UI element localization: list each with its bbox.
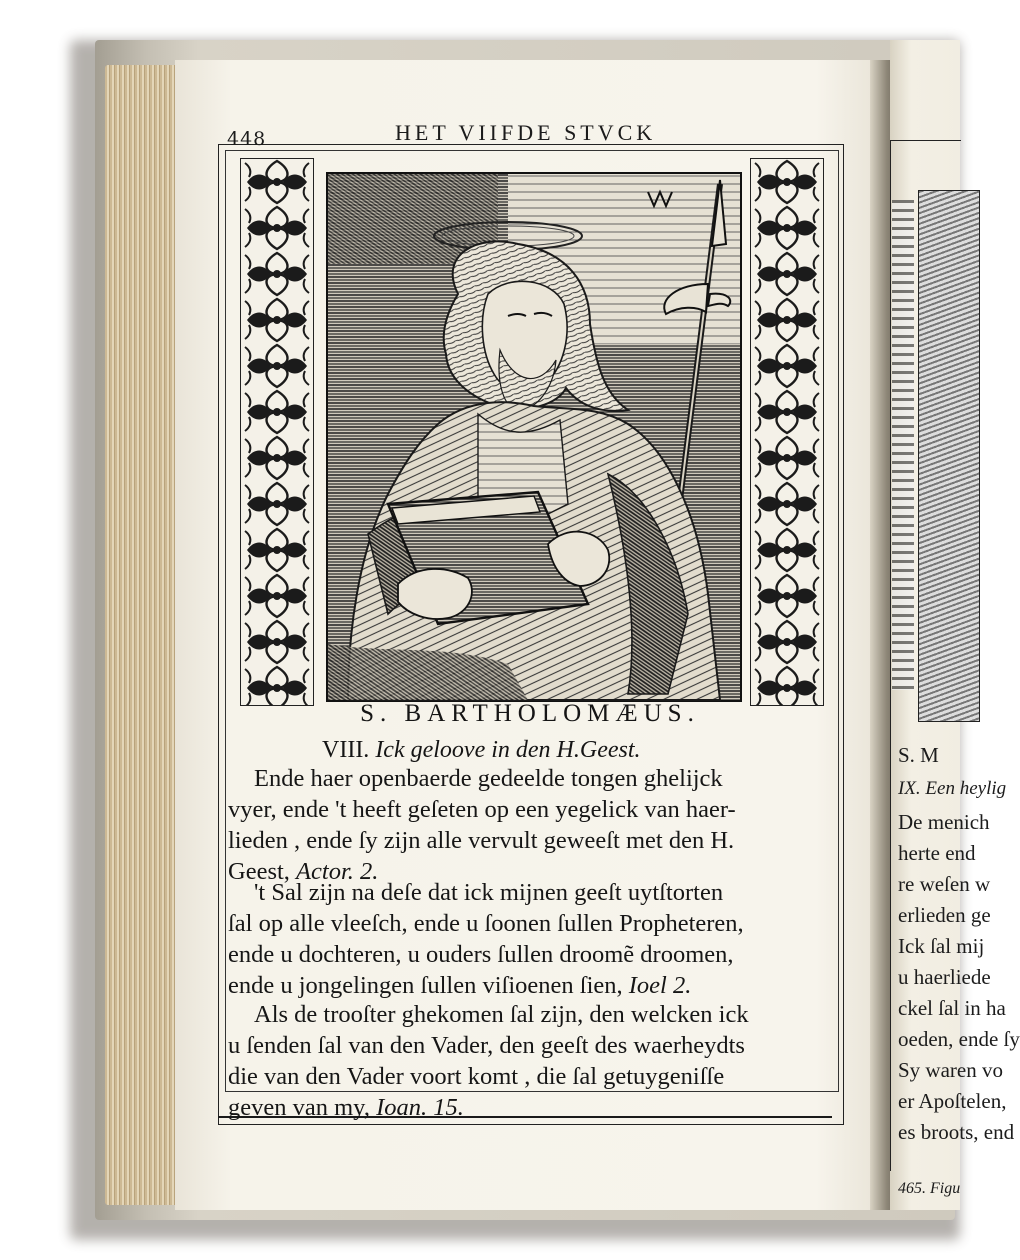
right-page-line: re weſen w xyxy=(898,872,991,896)
text-line: ſal op alle vleeſch, ende u ſoonen ſullen Propheteren, xyxy=(228,910,744,937)
running-title: HET VIIFDE STVCK xyxy=(395,120,657,145)
right-page-footer: 465. Figu xyxy=(898,1180,961,1197)
text-line-start: ende u jongelingen ſullen viſioenen ſien, xyxy=(228,972,629,999)
right-page-line: Sy waren vo xyxy=(898,1058,1003,1082)
right-page-border xyxy=(892,200,914,690)
right-page-line: erlieden ge xyxy=(898,903,991,927)
floral-ornament-icon xyxy=(751,159,823,705)
right-page-line: herte end xyxy=(898,841,976,865)
paragraph-acts xyxy=(228,763,838,887)
plate-caption: S. BARTHOLOMÆUS. xyxy=(360,700,700,727)
page-number: 448 xyxy=(227,128,267,150)
section-title: Ick geloove in den H.Geest. xyxy=(375,737,641,763)
section-heading xyxy=(322,737,641,764)
text-line: die van den Vader voort komt , die ſal getuygeniſſe xyxy=(228,1063,725,1090)
text-line-start: Geest, xyxy=(228,858,297,885)
text-line xyxy=(228,970,838,1001)
right-page-line: oeden, ende ſy xyxy=(898,1027,1020,1051)
right-page-line: Ick ſal mij xyxy=(898,934,985,958)
scripture-reference: Ioel 2. xyxy=(628,972,692,999)
scripture-reference: Actor. 2. xyxy=(296,858,379,885)
right-page-line: er Apoſtelen, xyxy=(898,1089,1007,1113)
right-page xyxy=(890,40,1020,1210)
right-page-heading: IX. Een heylig xyxy=(898,778,1007,799)
right-page-caption: S. M xyxy=(898,743,939,767)
paragraph-joel xyxy=(228,877,838,1001)
text-line: vyer, ende 't heeft geſeten op een yegelick van haer- xyxy=(228,796,736,823)
ornamental-border-right xyxy=(750,158,824,706)
right-page-line: ckel ſal in ha xyxy=(898,996,1006,1020)
text-line: ende u dochteren, u ouders ſullen droomẽ droomen, xyxy=(228,941,734,968)
section-number: VIII. xyxy=(322,737,370,763)
right-page-line: u haerliede xyxy=(898,965,991,989)
right-page-engraving xyxy=(918,190,980,722)
text-line-start: geven van my, xyxy=(228,1094,377,1121)
floral-ornament-icon xyxy=(241,159,313,705)
right-page-line: es broots, end xyxy=(898,1120,1015,1144)
text-line xyxy=(228,1092,838,1123)
text-line: Als de trooſter ghekomen ſal zijn, den welcken ick xyxy=(254,1001,749,1028)
saint-bartholomew-portrait-icon xyxy=(328,174,740,700)
saint-engraving xyxy=(326,172,742,702)
text-line: lieden , ende ſy zijn alle vervult geweeſt met den H. xyxy=(228,827,735,854)
scripture-reference: Ioan. 15. xyxy=(376,1094,464,1121)
text-line: Ende haer openbaerde gedeelde tongen ghelijck xyxy=(254,765,723,792)
text-line: u ſenden ſal van den Vader, den geeſt des waerheydts xyxy=(228,1032,745,1059)
paragraph-john xyxy=(228,999,838,1123)
right-page-line: De menich xyxy=(898,810,990,834)
ornamental-border-left xyxy=(240,158,314,706)
text-line: 't Sal zijn na deſe dat ick mijnen geeſt uytſtorten xyxy=(254,879,724,906)
